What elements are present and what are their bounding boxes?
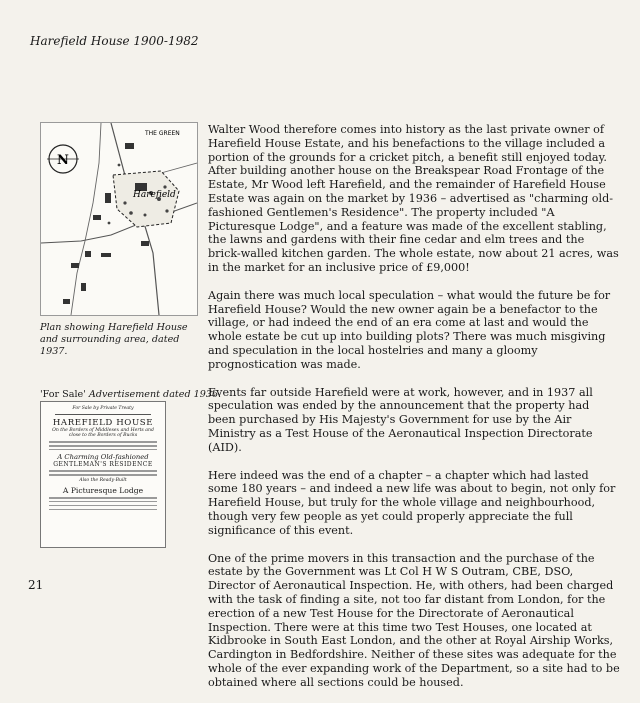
ad-house-name: HAREFIELD HOUSE [52, 417, 154, 428]
plan-map-drawing [41, 123, 197, 315]
running-head: Harefield House 1900-1982 [30, 34, 199, 48]
ad-caption-quote: 'For Sale' [40, 389, 86, 400]
ad-small-print [49, 470, 157, 475]
paragraph: Again there was much local speculation – what would the future be for Harefield House? Would the new owner again be a benefactor to the village, or had indeed the end of an era come at last and would the whole estate be cut up into building plots? There was much misgiving and speculation in the local hostelries and many a gloomy prognostication was made. [208, 288, 611, 371]
building [71, 263, 79, 268]
building [81, 283, 86, 291]
north-label: N [57, 153, 69, 168]
building [63, 299, 70, 304]
building [93, 215, 101, 220]
ad-small-print [49, 441, 157, 450]
building [125, 143, 134, 149]
plan-map [40, 122, 198, 316]
ad-also: Also the Ready-Built [79, 478, 127, 484]
map-label-house: Harefield [133, 190, 176, 200]
paragraph: Events far outside Harefield were at work, however, and in 1937 all speculation was ended by the announcement that the property had been purchased by His Majesty's Government for use by the Air Ministry as a Test House of the Aeronautical Inspection Directorate (AID). [208, 385, 593, 454]
advertisement-caption [40, 389, 221, 400]
map-label-green: THE GREEN [145, 130, 180, 137]
ad-residence: GENTLEMAN'S RESIDENCE [53, 460, 153, 468]
ad-lodge: A Picturesque Lodge [62, 485, 144, 495]
map-caption: Plan showing Harefield House and surrounding area, dated 1937. [40, 322, 188, 357]
page-number: 21 [28, 578, 44, 592]
body-text [208, 123, 620, 703]
paragraph: Here indeed was the end of a chapter – a chapter which had lasted some 180 years – and indeed a new life was about to begin, not only for Harefield House, but truly for the whole village and neighbourhood, though very few people as yet could properly appreciate the full significance of this event. [208, 468, 616, 537]
ad-charming: A Charming Old-fashioned [57, 452, 149, 461]
ad-caption-text: Advertisement dated 1936. [88, 389, 222, 400]
building [101, 253, 111, 257]
building [85, 251, 91, 257]
paragraph: One of the prime movers in this transaction and the purchase of the estate by the Government was Lt Col H W S Outram, CBE, DSO, Director of Aeronautical Inspection. He, with others, had been charged with the task of finding a site, not too far distant from London, for the erection of a new Test House for the Directorate of Aeronautical Inspection. There were at this time two Test Houses, one located at Kidbrooke in South East London, and the other at Royal Airship Works, Cardington in Bedfordshire. Neither of these sites was adequate for the whole of the ever expanding work of the Department, so a site had to be obtained where all sections could be housed. [208, 551, 620, 689]
for-sale-advertisement [40, 401, 166, 548]
building [105, 193, 111, 203]
ad-small-print [49, 497, 157, 510]
ad-for-sale: For Sale by Private Treaty [72, 406, 134, 411]
paragraph: Walter Wood therefore comes into history as the last private owner of Harefield House Estate, and his benefactions to the village included a portion of the grounds for a cricket pitch, a benefit still enjoyed today. After building another house on the Breakspear Road Frontage of the Estate, Mr Wood left Harefield, and the remainder of Harefield House Estate was again on the market by 1936 – advertised as "charming old-fashioned Gentlemen's Residence". The property included "A Picturesque Lodge", and a feature was made of the excellent stabling, the lawns and gardens with their fine cedar and elm trees and the brick-walled kitchen garden. The whole estate, now about 21 acres, was in the market for an inclusive price of £9,000! [208, 123, 619, 274]
ad-subtitle: On the Borders of Middlesex and Herts and close to the Borders of Bucks [52, 427, 154, 439]
building [141, 241, 149, 246]
